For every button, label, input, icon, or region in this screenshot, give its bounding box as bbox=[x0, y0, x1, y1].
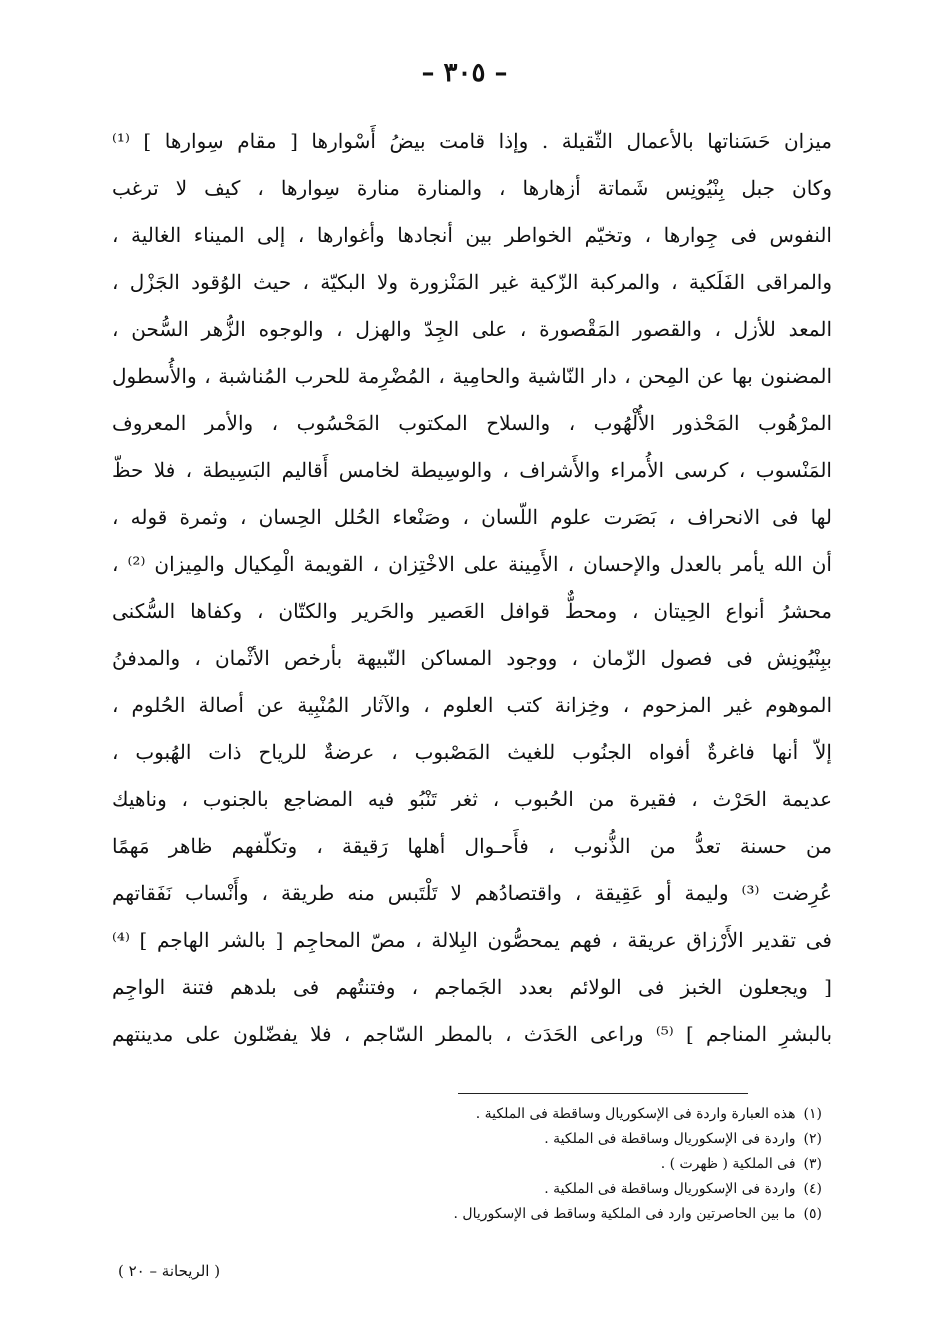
footnote-text: واردة فى الإسكوريال وساقطة فى الملكية . bbox=[544, 1131, 796, 1147]
footnote bbox=[262, 1102, 822, 1127]
text-line: النفوس فى جِوارها ، وتخيّم الخواطر بين أنجادها وأغوارها ، إلى الميناء الغالية ، bbox=[112, 223, 832, 247]
text-line: ميزان حَسَناتها بالأعمال الثّقيلة . وإذا قامت بيضُ أَسْوارها [ مقام سِوارها ] ⁽¹⁾ bbox=[112, 129, 832, 153]
footnote-number: (٢) bbox=[803, 1131, 822, 1147]
footnote bbox=[262, 1202, 822, 1227]
footnote bbox=[262, 1152, 822, 1177]
signature-mark: ( الريحانة – ٢٠ ) bbox=[118, 1262, 221, 1280]
footnote-number: (١) bbox=[803, 1106, 822, 1122]
text-line: عُرِضت ⁽³⁾ وليمة أو عَقِيقة ، واقتصادُهم لا تَلْتَبس منه طريقة ، وأَنْساب نَفَقاتهم bbox=[112, 881, 832, 905]
footnote-text: ما بين الحاصرتين وارد فى الملكية وساقط فى الإسكوريال . bbox=[453, 1206, 796, 1222]
page-number: – ٣٠٥ – bbox=[421, 58, 508, 88]
footnote-separator bbox=[458, 1093, 748, 1094]
text-line: عديمة الحَرْث ، فقيرة من الحُبوب ، ثغر تَنْبُو فيه المضاجع بالجنوب ، وناهيك bbox=[112, 787, 832, 811]
text-line: والمراقى الفَلَكية ، والمركبة الزّكية غير المَنْزورة ولا البكيّة ، حيث الوُقود الجَزْل ، bbox=[112, 270, 832, 294]
text-line: المضنون بها عن المِحن ، دار النّاشية والحامِية ، المُضْرِمة للحرب المُناشبة ، والأُسطول bbox=[112, 364, 832, 388]
text-line: وكان جبل بِنْيُونِس شَماتة أزهارها ، والمنارة منارة سِوارها ، كيف لا ترغب bbox=[112, 176, 832, 200]
footnote-number: (٥) bbox=[803, 1206, 822, 1222]
text-line: [ ويجعلون الخبز فى الولائم بعدد الجَماجم ، وفتنتُهم فى بلدهم فتنة الواجِم bbox=[112, 975, 832, 999]
text-line: المرْهُوب المَحْذور الأُلْهُوب ، والسلاح المكتوب المَحْسُوب ، والأمر المعروف bbox=[112, 411, 832, 435]
footnote-number: (٤) bbox=[803, 1181, 822, 1197]
footnote bbox=[262, 1177, 822, 1202]
text-line: لها فى الانحراف ، بَصَرت علوم اللّسان ، وصَنْعاء الحُلل الحِسان ، وثمرة قوله ، bbox=[112, 505, 832, 529]
text-line: محشرُ أنواع الحِيتان ، ومحطٌّ قوافل العَصير والحَرير والكتّان ، وكفاها السُّكنى bbox=[112, 599, 832, 623]
text-line: الموهوم غير المزحوم ، وخِزانة كتب العلوم ، والآثار المُنْبِية عن أصالة الحُلوم ، bbox=[112, 693, 832, 717]
text-line: من حسنة تعدُّ من الذُّنوب ، فأَحـوال أهلها رَقيقة ، وتكلّفهم ظاهر مَهمًا bbox=[112, 834, 832, 858]
text-line: بالبشرِ المناجم ] ⁽⁵⁾ وراعى الحَدَث ، بالمطر السّاجم ، فلا يفضّلون على مدينتهم bbox=[112, 1022, 832, 1046]
footnote-number: (٣) bbox=[803, 1156, 822, 1172]
footnote-text: واردة فى الإسكوريال وساقطة فى الملكية . bbox=[544, 1181, 796, 1197]
footnote-text: هذه العبارة واردة فى الإسكوريال وساقطة فى الملكية . bbox=[475, 1106, 796, 1122]
text-line: فى تقدير الأَرْزاق عريقة ، فهم يمحصُّون البِلالة ، مصّ المحاجِم [ بالشر الهاجم ] ⁽⁴⁾ bbox=[112, 928, 832, 952]
footnotes bbox=[262, 1102, 822, 1227]
text-line: ببِنْيُونِش فى فصول الزّمان ، ووجود المساكن النّبيهة بأرخص الأثْمان ، والمدفنُ bbox=[112, 646, 832, 670]
text-line: أن الله يأمر بالعدل والإحسان ، الأَمِينة على الاخْتِزان ، القويمة الْمِكيال والمِيزان ⁽²⁾ ، bbox=[112, 552, 832, 576]
footnote-text: فى الملكية ( ظهرت ) . bbox=[660, 1156, 796, 1172]
text-line: المعد للأزل ، والقصور المَقْصورة ، على الجِدّ والهزل ، والوجوه الزُّهر السُّحن ، bbox=[112, 317, 832, 341]
text-line: المَنْسوب ، كرسى الأُمراء والأَشراف ، والوسِيطة لخامس أَقاليم البَسِيطة ، فلا حظّ bbox=[112, 458, 832, 482]
body-text bbox=[112, 118, 832, 1058]
text-line: إلاّ أنها فاغرةٌ أفواه الجنُوب للغيث المَصْبوب ، عرضةٌ للرياح ذات الهُبوب ، bbox=[112, 740, 832, 764]
footnote bbox=[262, 1127, 822, 1152]
